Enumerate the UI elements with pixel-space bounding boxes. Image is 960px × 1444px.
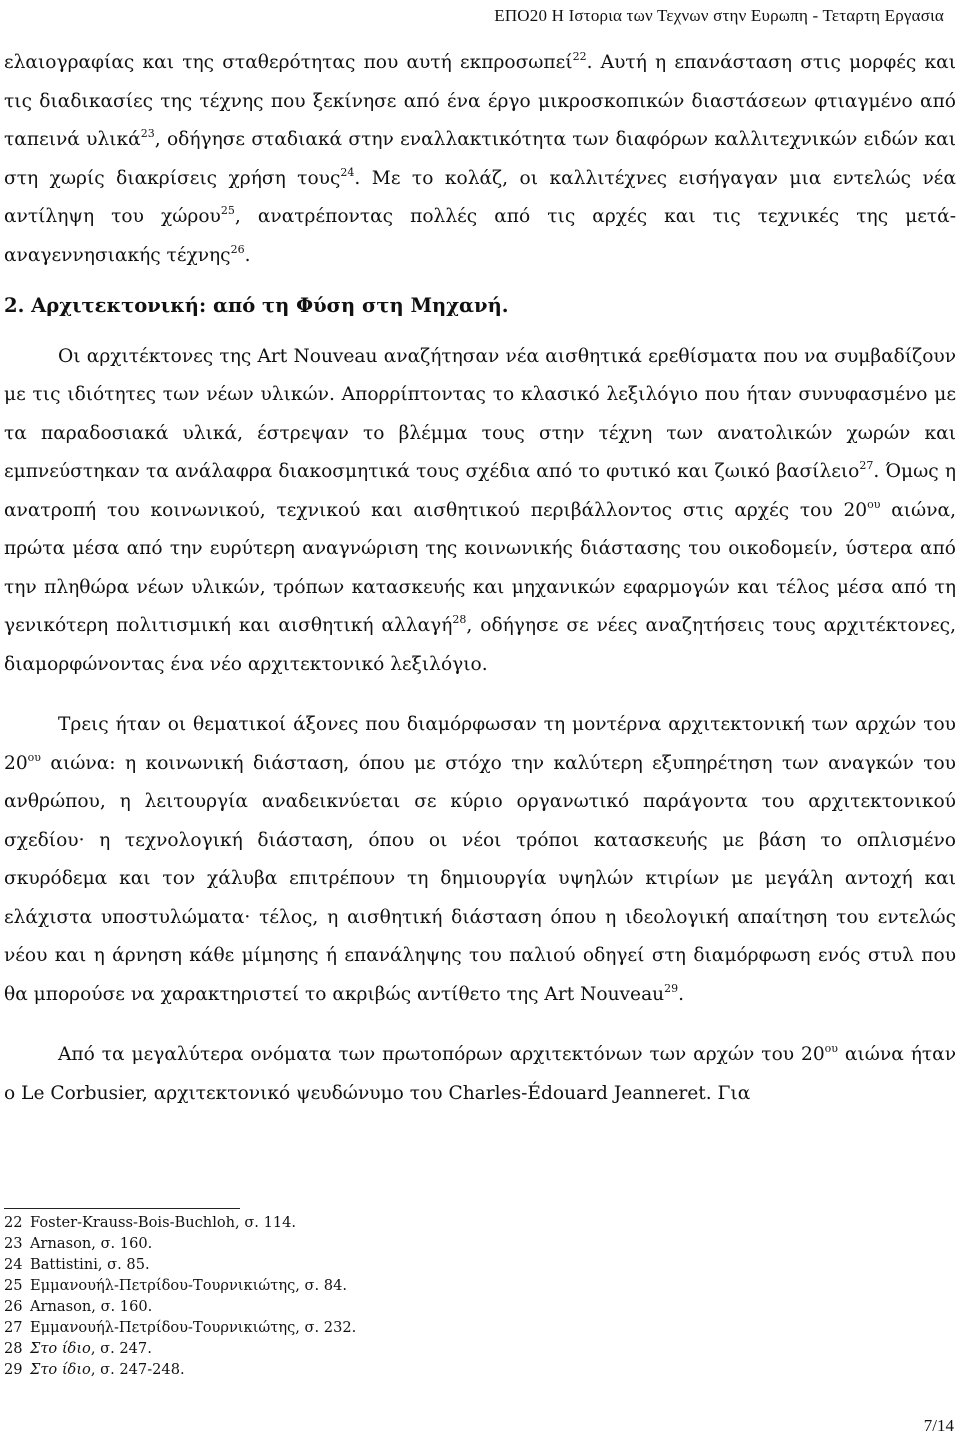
paragraph-themes: Τρεις ήταν οι θεματικοί άξονες που διαμόρφωσαν τη μοντέρνα αρχιτεκτονική των αρχών του $20^{o\upsilon}$ αιώνα: η κοινωνική διάσταση, όπου με στόχο την καλύτερη εξυπηρέτηση των αναγκών του ανθρώπου, η λειτουργία αναδεικνύεται σε κύριο οργανωτικό παράγοντα του αρχιτεκτονικού σχεδίου· η τεχνολογική διάσταση, όπου οι νέοι τρόποι κατασκευής με βάση το οπλισμένο σκυρόδεμα και τον χάλυβα επιτρέπουν τη δημιουργία υψηλών κτιρίων με μεγάλη αντοχή και ελάχιστα υποστυλώματα· τέλος, η αισθητική διάσταση όπου η ιδεολογική απαίτηση του εντελώς νέου και η άρνηση κάθε μίμησης ή επανάληψης του παλιού οδηγεί στη διαμόρφωση ενός στυλ που θα μπορούσε να χαρακτηριστεί το ακριβώς αντίθετο της Art Nouveau$^{29}$. <box>4 714 956 1005</box>
page-number: 7/14 <box>923 1416 954 1435</box>
ordinal-suffix: ου <box>27 750 41 764</box>
footnote: 24 Battistini, σ. 85. <box>4 1256 150 1273</box>
footnote: 23 Arnason, σ. 160. <box>4 1235 153 1252</box>
footnotes <box>4 1212 356 1380</box>
main-text <box>4 44 956 1113</box>
footnote: 27 Εμμανουήλ-Πετρίδου-Τουρνικιώτης, σ. 232. <box>4 1319 357 1336</box>
running-header: ΕΠΟ20 Η Ιστορια των Τεχνων στην Ευρωπη - Τεταρτη Εργασια <box>494 6 944 25</box>
footnote-ref: 25 <box>220 204 235 217</box>
ordinal-suffix: ου <box>824 1042 838 1055</box>
footnote-ref: 24 <box>340 165 355 179</box>
footnote-ref: 23 <box>140 127 155 140</box>
section-heading: 2. Αρχιτεκτονική: από τη Φύση στη Μηχανή. <box>4 294 509 317</box>
footnote-ref: 28 <box>452 613 467 626</box>
footnote-ref: 29 <box>664 981 679 995</box>
footnote-separator <box>4 1208 240 1209</box>
footnote-ref: 22 <box>572 50 587 63</box>
footnote-ref: 26 <box>230 242 245 256</box>
paragraph-art-nouveau: Οι αρχιτέκτονες της Art Nouveau αναζήτησαν νέα αισθητικά ερεθίσματα που να συμβαδίζουν με τις ιδιότητες των νέων υλικών. Απορρίπτοντας το κλασικό λεξιλόγιο που ήταν συνυφασμένο με τα παραδοσιακά υλικά, έστρεψαν το βλέμμα τους στην τέχνη των ανατολικών χωρών και εμπνεύστηκαν τα ανάλαφρα διακοσμητικά τους σχέδια από το φυτικό και ζωικό βασίλειο$^{27}$. Όμως η ανατροπή του κοινωνικού, τεχνικού και αισθητικού περιβάλλοντος στις αρχές του $20^{o\upsilon}$ αιώνα, πρώτα μέσα από την ευρύτερη αναγνώριση της κοινωνικής διάστασης του οικοδομείν, ύστερα από την πληθώρα νέων υλικών, τρόπων κατασκευής και μηχανικών εφαρμογών και τέλος μέσα από τη γενικότερη πολιτισμική και αισθητική αλλαγή$^{28}$, οδήγησε σε νέες αναζητήσεις τους αρχιτέκτονες, διαμορφώνοντας ένα νέο αρχιτεκτονικό λεξιλόγιο. <box>4 345 956 675</box>
footnote-ref: 27 <box>859 459 874 472</box>
footnote: 28 Στο ίδιο, σ. 247. <box>4 1340 152 1357</box>
footnote: 29 Στο ίδιο, σ. 247-248. <box>4 1361 185 1378</box>
paragraph-intro: ελαιογραφίας και της σταθερότητας που αυτή εκπροσωπεί$^{22}$. Αυτή η επανάσταση στις μορφές και τις διαδικασίες της τέχνης που ξεκίνησε από ένα έργο μικροσκοπικών διαστάσεων φτιαγμένο από ταπεινά υλικά$^{23}$, οδήγησε σταδιακά στην εναλλακτικότητα των διαφόρων καλλιτεχνικών ειδών και στη χωρίς διακρίσεις χρήση τους$^{24}$. Με το κολάζ, οι καλλιτέχνες εισήγαγαν μια εντελώς νέα αντίληψη του χώρου$^{25}$, ανατρέποντας πολλές από τις αρχές και τις τεχνικές της μετά-αναγεννησιακής τέχνης$^{26}$. <box>4 50 957 266</box>
footnote: 26 Arnason, σ. 160. <box>4 1298 153 1315</box>
footnote: 22 Foster-Krauss-Bois-Buchloh, σ. 114. <box>4 1214 297 1231</box>
ordinal-suffix: ου <box>867 497 881 511</box>
paragraph-le-corbusier: Από τα μεγαλύτερα ονόματα των πρωτοπόρων αρχιτεκτόνων των αρχών του $20^{o\upsilon}$ αιώνα ήταν ο Le Corbusier, αρχιτεκτονικό ψευδώνυμο του Charles-Édouard Jeanneret. Για <box>4 1042 957 1104</box>
footnote: 25 Εμμανουήλ-Πετρίδου-Τουρνικιώτης, σ. 84. <box>4 1277 347 1294</box>
